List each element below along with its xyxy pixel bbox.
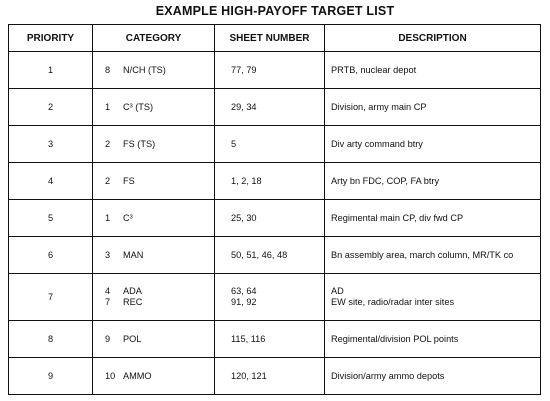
category-number: 2 [105, 138, 111, 149]
table-row [9, 126, 541, 163]
category-cell [93, 274, 215, 321]
category-cell [93, 321, 215, 358]
table-row [9, 52, 541, 89]
sheet-number-cell [215, 274, 325, 321]
category-code: C³ [123, 212, 133, 223]
priority-cell: 6 [9, 237, 93, 274]
sheet-number-cell [215, 358, 325, 395]
table-row [9, 321, 541, 358]
sheet-number-text: 29, 34 [231, 101, 257, 112]
header-row [9, 25, 541, 52]
header-category: CATEGORY [93, 25, 215, 52]
description-cell [325, 274, 541, 321]
sheet-number-text: 115, 116 [231, 333, 266, 344]
category-entry [93, 297, 214, 308]
category-entry [93, 176, 214, 187]
category-entry [93, 250, 214, 261]
category-cell [93, 89, 215, 126]
header-sheet-number: SHEET NUMBER [215, 25, 325, 52]
table-body [9, 52, 541, 395]
category-code: N/CH (TS) [123, 64, 166, 75]
sheet-number-cell [215, 126, 325, 163]
description-text: Bn assembly area, march column, MR/TK co [331, 249, 514, 260]
description-cell [325, 52, 541, 89]
description-cell [325, 237, 541, 274]
priority-cell: 8 [9, 321, 93, 358]
description-text: Arty bn FDC, COP, FA btry [331, 175, 440, 186]
category-number: 8 [105, 64, 111, 75]
category-number: 7 [105, 297, 111, 307]
table-row [9, 200, 541, 237]
category-code: REC [123, 297, 143, 307]
description-cell [325, 200, 541, 237]
category-code: ADA [123, 286, 142, 296]
category-entry [93, 371, 214, 382]
category-entry [93, 139, 214, 150]
category-entry [93, 102, 214, 113]
category-code: FS [123, 175, 135, 186]
sheet-number-cell [215, 52, 325, 89]
category-cell [93, 358, 215, 395]
category-cell [93, 163, 215, 200]
category-code: MAN [123, 249, 144, 260]
description-text: Div arty command btry [331, 138, 423, 149]
sheet-number-text: 1, 2, 18 [231, 175, 262, 186]
header-priority: PRIORITY [9, 25, 93, 52]
priority-cell: 7 [9, 274, 93, 321]
table-row [9, 274, 541, 321]
priority-cell: 5 [9, 200, 93, 237]
priority-cell: 9 [9, 358, 93, 395]
description-text: Division, army main CP [331, 101, 427, 112]
description-cell [325, 89, 541, 126]
sheet-number-text: 25, 30 [231, 212, 257, 223]
page-title: EXAMPLE HIGH-PAYOFF TARGET LIST [155, 4, 395, 18]
category-cell [93, 200, 215, 237]
category-code: AMMO [123, 370, 152, 381]
sheet-number-text: 50, 51, 46, 48 [231, 249, 288, 260]
category-code: C³ (TS) [123, 101, 154, 112]
category-number: 10 [105, 370, 116, 381]
category-number: 1 [105, 212, 111, 223]
description-text: Division/army ammo depots [331, 370, 445, 381]
sheet-number-text: 5 [231, 138, 237, 149]
priority-cell: 3 [9, 126, 93, 163]
category-entry [93, 334, 214, 345]
sheet-number-cell [215, 89, 325, 126]
sheet-number-text: 63, 64 [231, 286, 257, 296]
priority-cell: 1 [9, 52, 93, 89]
sheet-number-cell [215, 163, 325, 200]
category-code: POL [123, 333, 142, 344]
description-cell [325, 358, 541, 395]
category-entry [93, 213, 214, 224]
priority-cell: 4 [9, 163, 93, 200]
category-cell [93, 126, 215, 163]
description-cell [325, 126, 541, 163]
description-text: Regimental/division POL points [331, 333, 459, 344]
description-text: Regimental main CP, div fwd CP [331, 212, 464, 223]
table-row [9, 89, 541, 126]
description-cell [325, 321, 541, 358]
category-code: FS (TS) [123, 138, 156, 149]
category-number: 9 [105, 333, 111, 344]
description-text: AD [331, 286, 344, 296]
sheet-number-cell [215, 237, 325, 274]
description-text: EW site, radio/radar inter sites [331, 297, 455, 307]
high-payoff-target-table [8, 24, 541, 395]
category-number: 3 [105, 249, 111, 260]
category-cell [93, 237, 215, 274]
sheet-number-cell [215, 200, 325, 237]
sheet-number-text: 77, 79 [231, 64, 257, 75]
priority-cell: 2 [9, 89, 93, 126]
category-entry [93, 286, 214, 297]
category-entry [93, 65, 214, 76]
sheet-number-text: 91, 92 [231, 297, 257, 307]
category-number: 1 [105, 101, 111, 112]
header-description: DESCRIPTION [325, 25, 541, 52]
description-text: PRTB, nuclear depot [331, 64, 417, 75]
category-number: 2 [105, 175, 111, 186]
sheet-number-cell [215, 321, 325, 358]
sheet-number-text: 120, 121 [231, 370, 267, 381]
table-row [9, 237, 541, 274]
table-row [9, 163, 541, 200]
table-row [9, 358, 541, 395]
description-cell [325, 163, 541, 200]
category-cell [93, 52, 215, 89]
category-number: 4 [105, 286, 111, 296]
